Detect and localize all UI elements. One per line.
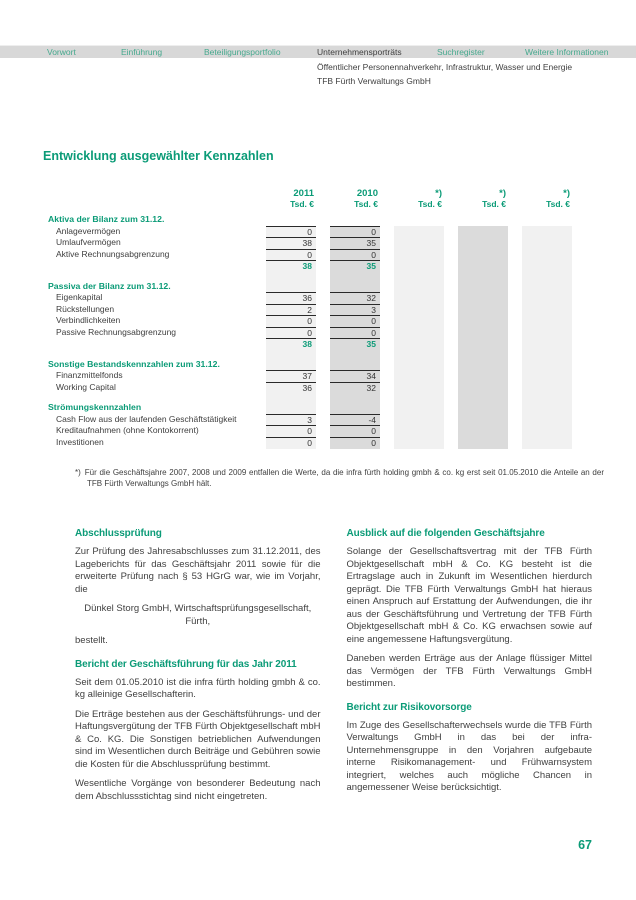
value-cell: 0: [266, 425, 316, 437]
value-cell: 35: [330, 338, 380, 350]
table-row: [48, 304, 572, 316]
body-columns: [75, 528, 592, 810]
paragraph: Die Erträge bestehen aus der Geschäftsführungs- und der Haftungsvergütung der TFB Fürth Objektgesellschaft mbH & Co. KG. Die Sonstigen betrieblichen Aufwendungen sind im Wesentlichen durch Beiträge und Gebühren sowie die Kosten für die Abschlussprüfung bestimmt.: [75, 708, 321, 770]
value-cell: [330, 281, 380, 293]
table-spacer-row: [48, 393, 572, 402]
table-body: [48, 214, 572, 448]
value-cell: [522, 382, 572, 394]
table-row: [48, 370, 572, 382]
value-cell: [522, 338, 572, 350]
paragraph: Wesentliche Vorgänge von besonderer Bedeutung nach dem Abschlussstichtag sind nicht eingetreten.: [75, 778, 321, 802]
table-header-spacer: [48, 188, 252, 210]
body-left-column: [75, 528, 321, 810]
value-cell: 37: [266, 370, 316, 382]
table-header-row: [48, 188, 572, 214]
value-cell: 38: [266, 338, 316, 350]
column-header: [458, 188, 508, 210]
value-cell: 38: [266, 260, 316, 272]
value-cell: [458, 437, 508, 449]
value-cell: [458, 425, 508, 437]
value-cell: 0: [266, 327, 316, 339]
value-cell: [394, 338, 444, 350]
column-unit-label: Tsd. €: [482, 199, 506, 209]
column-year-label: 2010: [356, 188, 378, 199]
value-cell: 3: [266, 414, 316, 426]
value-cell: [394, 350, 444, 359]
value-cell: [522, 437, 572, 449]
nav-item-einf-hrung[interactable]: Einführung: [121, 47, 163, 57]
value-cell: [458, 260, 508, 272]
table-row: [48, 382, 572, 394]
value-cell: [394, 237, 444, 249]
breadcrumb-company: TFB Fürth Verwaltungs GmbH: [317, 75, 431, 86]
value-cell: [458, 327, 508, 339]
row-label: Passive Rechnungsabgrenzung: [56, 326, 177, 337]
paragraph: bestellt.: [75, 635, 108, 646]
row-label: [48, 260, 252, 272]
value-cell: [522, 214, 572, 226]
value-cell: [330, 272, 380, 281]
row-label: Rückstellungen: [56, 303, 115, 314]
paragraph-centered: Dünkel Storg GmbH, Wirtschaftsprüfungsgesellschaft,: [84, 603, 312, 614]
value-cell: [266, 393, 316, 402]
value-cell: [458, 370, 508, 382]
value-cell: 0: [330, 226, 380, 238]
row-label: Passiva der Bilanz zum 31.12.: [48, 280, 171, 291]
value-cell: [522, 281, 572, 293]
value-cell: [394, 359, 444, 371]
row-label: Cash Flow aus der laufenden Geschäftstätigkeit: [56, 413, 237, 424]
page-number: 67: [578, 838, 592, 852]
value-cell: [266, 402, 316, 414]
table-section-header-row: [48, 402, 572, 414]
table-row: [48, 292, 572, 304]
value-cell: [458, 281, 508, 293]
value-cell: [458, 315, 508, 327]
value-cell: 0: [266, 226, 316, 238]
value-cell: [394, 281, 444, 293]
table-row: [48, 327, 572, 339]
column-year-label: *): [435, 188, 442, 199]
value-cell: 34: [330, 370, 380, 382]
row-label: Anlagevermögen: [56, 225, 121, 236]
value-cell: [394, 214, 444, 226]
section-heading-bericht-zur-risikovorsorge: Bericht zur Risikovorsorge: [346, 701, 472, 713]
value-cell: [330, 350, 380, 359]
value-cell: 0: [266, 249, 316, 261]
value-cell: [458, 359, 508, 371]
row-label: Aktiva der Bilanz zum 31.12.: [48, 214, 165, 224]
value-cell: [522, 350, 572, 359]
value-cell: [266, 350, 316, 359]
value-cell: [522, 370, 572, 382]
value-cell: 0: [266, 437, 316, 449]
value-cell: [394, 414, 444, 426]
value-cell: 32: [330, 382, 380, 394]
top-nav-bar: [0, 45, 636, 58]
nav-item-vorwort[interactable]: Vorwort: [47, 47, 76, 57]
value-cell: 0: [330, 327, 380, 339]
value-cell: [458, 414, 508, 426]
value-cell: [266, 281, 316, 293]
value-cell: [458, 272, 508, 281]
value-cell: [522, 260, 572, 272]
value-cell: 32: [330, 292, 380, 304]
value-cell: [458, 393, 508, 402]
row-label: [48, 393, 252, 402]
column-header: [394, 188, 444, 210]
row-label: Investitionen: [56, 436, 104, 447]
column-unit-label: Tsd. €: [290, 199, 314, 209]
row-label: Working Capital: [56, 381, 116, 392]
value-cell: [522, 315, 572, 327]
column-year-label: 2011: [293, 188, 314, 199]
value-cell: [522, 304, 572, 316]
value-cell: [522, 249, 572, 261]
value-cell: [522, 237, 572, 249]
table-row: [48, 315, 572, 327]
value-cell: -4: [330, 414, 380, 426]
value-cell: [330, 214, 380, 226]
value-cell: [394, 393, 444, 402]
breadcrumb-category: Öffentlicher Personennahverkehr, Infrastruktur, Wasser und Energie: [317, 62, 573, 72]
value-cell: 3: [330, 304, 380, 316]
column-header: [266, 188, 316, 210]
value-cell: [394, 425, 444, 437]
paragraph-centered: Fürth,: [185, 615, 211, 627]
value-cell: [394, 382, 444, 394]
table-row: [48, 249, 572, 261]
value-cell: [458, 382, 508, 394]
column-unit-label: Tsd. €: [354, 199, 378, 209]
table-row: [48, 338, 572, 350]
column-year-label: *): [563, 188, 570, 199]
value-cell: [522, 327, 572, 339]
table-row: [48, 437, 572, 449]
table-spacer-row: [48, 350, 572, 359]
value-cell: [394, 402, 444, 414]
column-unit-label: Tsd. €: [418, 199, 442, 209]
row-label: [48, 272, 252, 281]
nav-item-beteiligungsportfolio[interactable]: Beteiligungsportfolio: [204, 47, 281, 57]
body-right-column: [347, 528, 593, 810]
nav-item-unternehmensportr-ts[interactable]: Unternehmensporträts: [317, 47, 402, 57]
column-year-label: *): [499, 188, 506, 199]
kennzahlen-table: [48, 188, 572, 448]
value-cell: [330, 359, 380, 371]
value-cell: [522, 292, 572, 304]
value-cell: [394, 327, 444, 339]
value-cell: [522, 272, 572, 281]
table-section-header-row: [48, 281, 572, 293]
value-cell: [522, 359, 572, 371]
footnote-text: Für die Geschäftsjahre 2007, 2008 und 2009 entfallen die Werte, da die infra fürth holding gmbh & co. kg erst seit 01.05.2010 die Anteile an der TFB Fürth Verwaltungs GmbH hält.: [84, 468, 604, 488]
row-label: Kreditaufnahmen (ohne Kontokorrent): [56, 425, 199, 435]
value-cell: [394, 315, 444, 327]
value-cell: [458, 214, 508, 226]
value-cell: [394, 437, 444, 449]
value-cell: [458, 304, 508, 316]
row-label: Sonstige Bestandskennzahlen zum 31.12.: [48, 358, 220, 369]
row-label: [48, 350, 252, 359]
value-cell: 0: [330, 425, 380, 437]
value-cell: [394, 370, 444, 382]
paragraph: Zur Prüfung des Jahresabschlusses zum 31.12.2011, des Lageberichts für das Geschäftsjahr 2011 sowie für die erweiterte Prüfung nach § 53 HGrG war, wie im Vorjahr, die: [75, 546, 321, 595]
paragraph: Daneben werden Erträge aus der Anlage flüssiger Mittel das Vermögen der TFB Fürth Verwaltungs GmbH bestimmen.: [346, 653, 592, 689]
breadcrumb: [317, 61, 572, 88]
value-cell: [458, 226, 508, 238]
column-unit-label: Tsd. €: [546, 199, 570, 209]
row-label: Verbindlichkeiten: [56, 315, 121, 325]
value-cell: [394, 272, 444, 281]
value-cell: [266, 214, 316, 226]
value-cell: 35: [330, 260, 380, 272]
value-cell: [522, 393, 572, 402]
row-label: [48, 338, 252, 350]
table-row: [48, 425, 572, 437]
value-cell: 36: [266, 382, 316, 394]
column-header: [522, 188, 572, 210]
value-cell: 0: [330, 249, 380, 261]
table-row: [48, 260, 572, 272]
value-cell: [458, 402, 508, 414]
value-cell: [522, 402, 572, 414]
table-spacer-row: [48, 272, 572, 281]
table-section-header-row: [48, 214, 572, 226]
value-cell: 0: [330, 437, 380, 449]
value-cell: 2: [266, 304, 316, 316]
row-label: Eigenkapital: [56, 292, 103, 302]
nav-item-weitere-informationen[interactable]: Weitere Informationen: [525, 47, 609, 57]
value-cell: [522, 226, 572, 238]
section-heading-abschlusspr-fung: Abschlussprüfung: [75, 528, 162, 539]
value-cell: [458, 237, 508, 249]
section-heading-ausblick-auf-die-folgenden-ges: Ausblick auf die folgenden Geschäftsjahre: [346, 528, 545, 539]
footnote-marker: *): [75, 468, 81, 477]
value-cell: [458, 338, 508, 350]
value-cell: 35: [330, 237, 380, 249]
value-cell: [266, 359, 316, 371]
table-row: [48, 226, 572, 238]
paragraph: Seit dem 01.05.2010 ist die infra fürth holding gmbh & co. kg alleinige Gesellschafterin.: [75, 676, 321, 700]
value-cell: [394, 292, 444, 304]
value-cell: [394, 226, 444, 238]
paragraph: Im Zuge des Gesellschafterwechsels wurde die TFB Fürth Verwaltungs GmbH in das bei der infra-Unternehmensgruppe in den Vorjahren aufgebaute interne Risikomanagement- und Frühwarnsystem integriert, welches auch mögliche Chancen in angemessener Weise berücksichtigt.: [346, 719, 592, 793]
value-cell: [394, 304, 444, 316]
value-cell: 36: [266, 292, 316, 304]
value-cell: 0: [330, 315, 380, 327]
page-title: Entwicklung ausgewählter Kennzahlen: [43, 149, 274, 163]
row-label: Umlaufvermögen: [56, 237, 121, 247]
table-footnote: [75, 468, 604, 489]
value-cell: [458, 292, 508, 304]
value-cell: [266, 272, 316, 281]
row-label: Strömungskennzahlen: [48, 402, 142, 412]
row-label: Aktive Rechnungsabgrenzung: [56, 248, 170, 259]
table-row: [48, 414, 572, 426]
value-cell: 38: [266, 237, 316, 249]
table-section-header-row: [48, 359, 572, 371]
value-cell: [394, 249, 444, 261]
value-cell: [458, 249, 508, 261]
value-cell: [458, 350, 508, 359]
value-cell: [330, 393, 380, 402]
value-cell: [522, 414, 572, 426]
value-cell: [522, 425, 572, 437]
value-cell: [394, 260, 444, 272]
nav-item-suchregister[interactable]: Suchregister: [437, 47, 485, 57]
value-cell: 0: [266, 315, 316, 327]
row-label: Finanzmittelfonds: [56, 370, 123, 380]
value-cell: [330, 402, 380, 414]
section-heading-bericht-der-gesch-ftsf-hrung-f: Bericht der Geschäftsführung für das Jahr 2011: [75, 658, 297, 670]
paragraph: Solange der Gesellschaftsvertrag mit der TFB Fürth Objektgesellschaft mbH & Co. KG besteht ist die Ertragslage auch in Zukunft im Wesentlichen hierdurch geprägt. Die TFB Fürth Verwaltungs GmbH hat hieraus einen Anspruch auf Erstattung der Aufwendungen, die ihr aus der Geschäftsführung und Vertretung der TFB Fürth Objektgesellschaft mbH & Co. KG erwachsen sowie auf eine angemessene Haftungsvergütung.: [346, 546, 592, 645]
table-row: [48, 237, 572, 249]
column-header: [330, 188, 380, 210]
